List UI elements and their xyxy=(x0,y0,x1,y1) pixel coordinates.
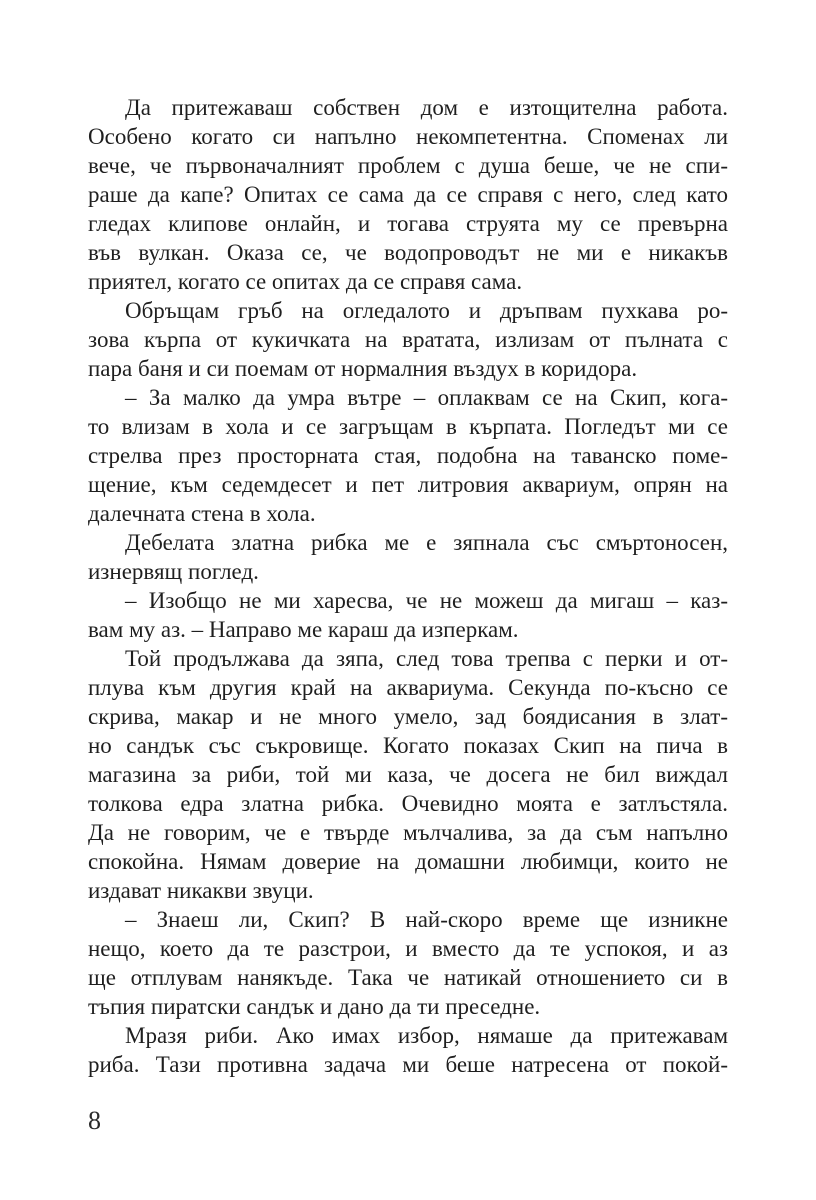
text-line: изнервящ поглед. xyxy=(88,559,259,584)
text-line: раше да капе? Опитах се сама да се справя с него, след като xyxy=(88,182,728,207)
text-line: Да не говорим, че е твърде мълчалива, за да съм напълно xyxy=(88,820,728,845)
text-line: вече, че първоначалният проблем с душа беше, че не спи- xyxy=(88,153,728,178)
body-text-block xyxy=(88,93,728,1079)
text-line: във вулкан. Оказа се, че водопроводът не ми е никакъв xyxy=(88,240,728,265)
text-line: тъпия пиратски сандък и дано да ти преседне. xyxy=(88,994,541,1019)
paragraph xyxy=(88,93,728,296)
text-line: спокойна. Нямам доверие на домашни любимци, които не xyxy=(88,849,728,874)
text-line: вам му аз. – Направо ме караш да изперкам. xyxy=(88,617,519,642)
paragraph xyxy=(88,528,728,586)
text-line: приятел, когато се опитах да се справя сама. xyxy=(88,269,523,294)
paragraph xyxy=(88,905,728,1021)
paragraph xyxy=(88,296,728,383)
text-line: Мразя риби. Ако имах избор, нямаше да притежавам xyxy=(125,1023,728,1048)
text-line: Дебелата златна рибка ме е зяпнала със смъртоносен, xyxy=(125,530,728,555)
text-line: издават никакви звуци. xyxy=(88,878,314,903)
text-line: стрелва през просторната стая, подобна на таванско поме- xyxy=(88,443,728,468)
text-line: скрива, макар и не много умело, зад боядисания в злат- xyxy=(88,704,728,729)
text-line: толкова едра златна рибка. Очевидно моята е затлъстяла. xyxy=(88,791,728,816)
text-line: зова кърпа от кукичката на вратата, излизам от пълната с xyxy=(88,327,728,352)
text-line: – Изобщо не ми харесва, че не можеш да мигаш – каз- xyxy=(125,588,728,613)
text-line: щение, към седемдесет и пет литровия аквариум, опрян на xyxy=(88,472,728,497)
paragraph xyxy=(88,383,728,528)
text-line: магазина за риби, той ми каза, че досега не бил виждал xyxy=(88,762,728,787)
text-line: плува към другия край на аквариума. Секунда по-късно се xyxy=(88,675,728,700)
text-line: гледах клипове онлайн, и тогава струята му се превърна xyxy=(88,211,728,236)
text-line: но сандък със съкровище. Когато показах Скип на пича в xyxy=(88,733,728,758)
text-line: Да притежаваш собствен дом е изтощителна работа. xyxy=(125,95,728,120)
text-line: ще отплувам нанякъде. Така че натикай отношението си в xyxy=(88,965,728,990)
text-line: то влизам в хола и се загръщам в кърпата. Погледът ми се xyxy=(88,414,728,439)
page-number: 8 xyxy=(88,1106,101,1135)
text-line: риба. Тази противна задача ми беше натресена от покой- xyxy=(88,1052,728,1077)
text-line: Особено когато си напълно некомпетентна. Споменах ли xyxy=(88,124,728,149)
paragraph xyxy=(88,1021,728,1079)
text-line: Той продължава да зяпа, след това трепва с перки и от- xyxy=(125,646,728,671)
paragraph xyxy=(88,586,728,644)
text-line: – За малко да умра вътре – оплаквам се на Скип, кога- xyxy=(125,385,728,410)
text-line: нещо, което да те разстрои, и вместо да те успокоя, и аз xyxy=(88,936,728,961)
text-line: Обръщам гръб на огледалото и дръпвам пухкава ро- xyxy=(125,298,728,323)
text-line: пара баня и си поемам от нормалния въздух в коридора. xyxy=(88,356,638,381)
paragraph xyxy=(88,644,728,905)
text-line: – Знаеш ли, Скип? В най-скоро време ще изникне xyxy=(125,907,728,932)
text-line: далечната стена в хола. xyxy=(88,501,316,526)
